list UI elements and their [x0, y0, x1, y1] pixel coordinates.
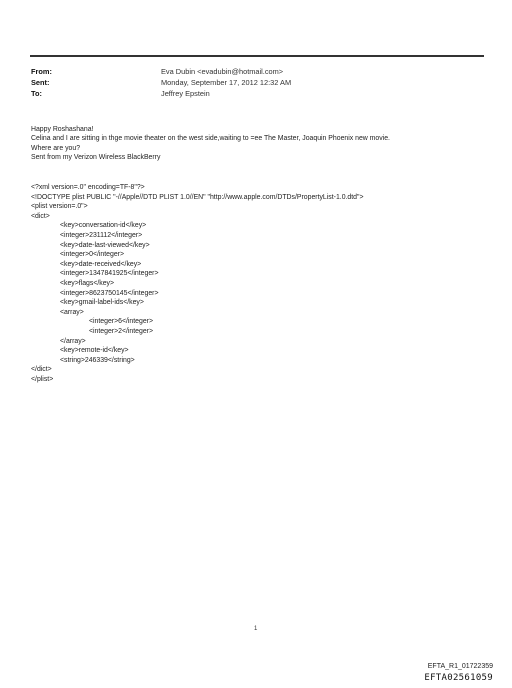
xml-line: <key>date-last-viewed</key>: [60, 241, 150, 249]
xml-line: <array>: [60, 308, 84, 316]
message-line: Celina and I are sitting in thge movie theater on the west side,waiting to =ee The Master, Joaquin Phoenix new movie.: [31, 135, 390, 143]
from-value: Eva Dubin <evadubin@hotmail.com>: [161, 67, 284, 76]
email-header: [31, 66, 471, 99]
greeting-line: Happy Roshashana!: [31, 126, 94, 133]
xml-line: </array>: [60, 337, 86, 345]
xml-line: <integer>1347841925</integer>: [60, 270, 159, 278]
xml-line: <integer>6</integer>: [89, 318, 153, 326]
xml-line: </plist>: [31, 375, 54, 383]
sent-label: Sent:: [31, 78, 50, 87]
xml-line: <integer>231112</integer>: [60, 231, 143, 239]
xml-line: <key>flags</key>: [60, 279, 115, 287]
header-rule: [30, 55, 484, 57]
xml-line: <dict>: [31, 212, 50, 220]
from-row: [31, 66, 471, 77]
xml-line: <string>246339</string>: [60, 356, 135, 364]
message-body: [31, 125, 481, 163]
to-label: To:: [31, 89, 42, 98]
xml-line: <plist version=.0">: [31, 203, 88, 211]
xml-line: <integer>2</integer>: [89, 327, 153, 335]
page-number: 1: [254, 626, 258, 632]
xml-line: <key>remote-id</key>: [60, 347, 129, 355]
bates-stamp-secondary: EFTA02561059: [424, 673, 493, 683]
sent-value: Monday, September 17, 2012 12:32 AM: [161, 78, 292, 87]
xml-line: <integer>0</integer>: [60, 251, 124, 259]
xml-line: <?xml version=.0" encoding=TF-8"?>: [31, 184, 145, 191]
to-value: Jeffrey Epstein: [161, 89, 210, 98]
xml-line: <integer>8623750145</integer>: [60, 289, 159, 297]
xml-line: <key>date-received</key>: [60, 260, 142, 268]
plist-xml-block: [31, 183, 481, 384]
xml-line: </dict>: [31, 366, 52, 374]
question-line: Where are you?: [31, 144, 81, 152]
xml-line: <key>gmail-label-ids</key>: [60, 299, 144, 307]
from-label: From:: [31, 67, 52, 76]
sent-row: [31, 77, 471, 88]
signature-line: Sent from my Verizon Wireless BlackBerry: [31, 154, 161, 162]
to-row: [31, 88, 471, 99]
xml-line: <!DOCTYPE plist PUBLIC "-//Apple//DTD PLIST 1.0//EN" "http://www.apple.com/DTDs/PropertyList-1.0.dtd">: [31, 193, 364, 201]
xml-line: <key>conversation-id</key>: [60, 222, 147, 230]
bates-stamp-primary: EFTA_R1_01722359: [427, 663, 493, 670]
